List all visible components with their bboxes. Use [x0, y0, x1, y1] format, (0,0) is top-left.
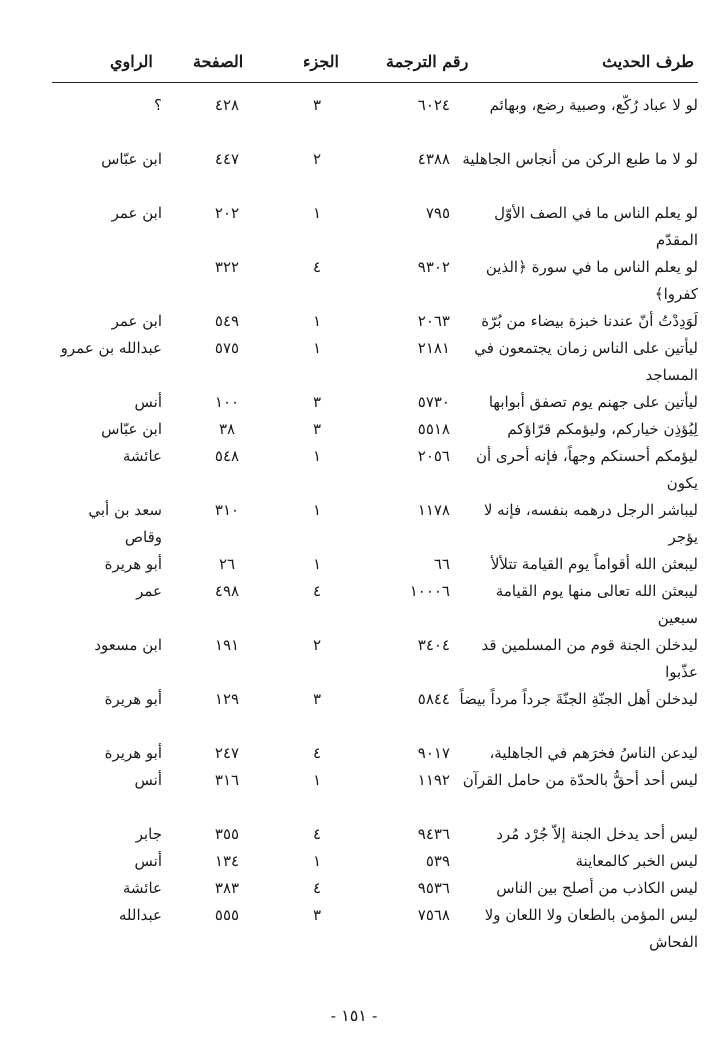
- hadith-text: ليس الكاذب من أصلح بين الناس: [496, 879, 698, 897]
- tarjama-number: ٧٥٦٨: [417, 906, 450, 924]
- rawi-name: أنس: [134, 771, 162, 789]
- rawi-name: أبو هريرة: [104, 744, 162, 762]
- table-row: [52, 200, 698, 254]
- page-number-cell: ٣٥٥: [214, 825, 240, 843]
- hadith-text: لو يعلم الناس ما في الصف الأوّل المقدّم: [494, 204, 698, 249]
- table-row: [52, 632, 698, 686]
- juz-number: ٢: [312, 150, 322, 168]
- rawi-name: أنس: [134, 393, 162, 411]
- table-row: [52, 551, 698, 578]
- hadith-text: لو لا عباد رُكّع، وصبية رضع، وبهائم: [489, 96, 698, 114]
- juz-number: ٤: [312, 825, 322, 843]
- hadith-text: ليبعثن الله تعالى منها يوم القيامة سبعين: [495, 582, 698, 627]
- header-hadith: طرف الحديث: [602, 52, 694, 71]
- table-body: [52, 92, 698, 956]
- tarjama-number: ٢١٨١: [417, 339, 450, 357]
- juz-number: ١: [312, 555, 322, 573]
- juz-number: ٤: [312, 879, 322, 897]
- hadith-text: ليبعثن الله أقواماً يوم القيامة تتلألأ: [490, 555, 698, 573]
- page-number-cell: ٢٦: [218, 555, 236, 573]
- table-row: [52, 254, 698, 308]
- juz-number: ١: [312, 204, 322, 222]
- hadith-text: لَوَدِدْتُ أنّ عندنا خبزة بيضاء من بُرّة: [481, 312, 698, 330]
- hadith-text: لِيُؤذِن خياركم، وليؤمكم قرّاؤكم: [507, 420, 698, 438]
- page-number-cell: ٤٢٨: [214, 96, 240, 114]
- page-number-cell: ١٣٤: [214, 852, 240, 870]
- table-row: [52, 821, 698, 848]
- hadith-text: ليدعن الناسُ فخرَهم في الجاهلية،: [489, 744, 698, 762]
- rawi-name: ابن عمر: [111, 204, 162, 222]
- header-rawi: الراوي: [110, 52, 153, 71]
- table-row: [52, 389, 698, 416]
- tarjama-number: ١١٩٢: [417, 771, 450, 789]
- tarjama-number: ٩٠١٧: [417, 744, 450, 762]
- table-row: [52, 146, 698, 200]
- header-juz: الجزء: [303, 52, 339, 71]
- hadith-text: ليدخلن أهل الجنّةِ الجنّةَ جرداً مرداً بيضاً: [459, 690, 698, 708]
- rawi-name: أبو هريرة: [104, 555, 162, 573]
- page-number-cell: ٣١٦: [214, 771, 240, 789]
- page-number-cell: ٢٤٧: [214, 744, 240, 762]
- hadith-text: ليدخلن الجنة قوم من المسلمين قد عذّبوا: [481, 636, 698, 681]
- page-number-cell: ٣٨: [218, 420, 236, 438]
- hadith-text: ليس أحد أحقُّ بالحدّة من حامل القرآن: [462, 771, 698, 789]
- page-number-cell: ٣١٠: [214, 501, 240, 519]
- tarjama-number: ٥٣٩: [425, 852, 450, 870]
- rawi-name: ؟: [154, 96, 162, 114]
- hadith-text: ليس أحد يدخل الجنة إلاّ جُرْد مُرد: [496, 825, 698, 843]
- tarjama-number: ٥٧٣٠: [417, 393, 450, 411]
- hadith-text: ليأتين على جهنم يوم تصفق أبوابها: [488, 393, 698, 411]
- juz-number: ٣: [312, 96, 322, 114]
- hadith-text: ليس الخبر كالمعاينة: [575, 852, 698, 870]
- juz-number: ٤: [312, 582, 322, 600]
- rawi-name: أنس: [134, 852, 162, 870]
- rawi-name: سعد بن أبي وقاص: [88, 501, 162, 546]
- juz-number: ١: [312, 339, 322, 357]
- page-number-cell: ٤٩٨: [214, 582, 240, 600]
- table-row: [52, 416, 698, 443]
- juz-number: ١: [312, 312, 322, 330]
- table-row: [52, 308, 698, 335]
- table-row: [52, 686, 698, 740]
- rawi-name: ابن عبّاس: [101, 150, 162, 168]
- rawi-name: عائشة: [122, 879, 162, 897]
- page-number-cell: ٢٠٢: [214, 204, 240, 222]
- table-row: [52, 335, 698, 389]
- tarjama-number: ٦٠٢٤: [417, 96, 450, 114]
- juz-number: ١: [312, 447, 322, 465]
- table-row: [52, 578, 698, 632]
- page-number-cell: ٥٥٥: [214, 906, 240, 924]
- juz-number: ١: [312, 771, 322, 789]
- tarjama-number: ٥٥١٨: [417, 420, 450, 438]
- page-number-cell: ١٢٩: [214, 690, 240, 708]
- page-number-cell: ٥٤٩: [214, 312, 240, 330]
- page-number-cell: ٥٤٨: [214, 447, 240, 465]
- juz-number: ٤: [312, 744, 322, 762]
- tarjama-number: ٣٤٠٤: [417, 636, 450, 654]
- tarjama-number: ٩٣٠٢: [417, 258, 450, 276]
- page-number-cell: ٣٨٣: [214, 879, 240, 897]
- rawi-name: عمر: [136, 582, 162, 600]
- juz-number: ١: [312, 501, 322, 519]
- tarjama-number: ١٠٠٠٦: [409, 582, 450, 600]
- table-header: [52, 48, 698, 83]
- header-page: الصفحة: [193, 52, 244, 71]
- hadith-text: ليأتين على الناس زمان يجتمعون في المساجد: [474, 339, 698, 384]
- rawi-name: عبدالله بن عمرو: [60, 339, 162, 357]
- table-row: [52, 92, 698, 146]
- page-number-cell: ٥٧٥: [214, 339, 240, 357]
- rawi-name: جابر: [135, 825, 162, 843]
- rawi-name: عائشة: [122, 447, 162, 465]
- juz-number: ٢: [312, 636, 322, 654]
- tarjama-number: ٥٨٤٤: [417, 690, 450, 708]
- tarjama-number: ٢٠٦٣: [417, 312, 450, 330]
- rawi-name: ابن عمر: [111, 312, 162, 330]
- juz-number: ١: [312, 852, 322, 870]
- page-number-cell: ٤٤٧: [214, 150, 240, 168]
- juz-number: ٣: [312, 690, 322, 708]
- hadith-text: لو يعلم الناس ما في سورة ﴿الذين كفروا﴾: [485, 258, 698, 303]
- tarjama-number: ٩٥٣٦: [417, 879, 450, 897]
- hadith-text: ليس المؤمن بالطعان ولا اللعان ولا الفحاش: [484, 906, 698, 951]
- tarjama-number: ٤٣٨٨: [417, 150, 450, 168]
- tarjama-number: ٢٠٥٦: [417, 447, 450, 465]
- rawi-name: عبدالله: [118, 906, 162, 924]
- page-number-cell: ١٠٠: [214, 393, 240, 411]
- rawi-name: ابن مسعود: [94, 636, 162, 654]
- juz-number: ٣: [312, 420, 322, 438]
- header-tarjama: رقم الترجمة: [386, 52, 469, 71]
- table-row: [52, 875, 698, 902]
- table-row: [52, 767, 698, 821]
- tarjama-number: ٦٦: [433, 555, 450, 573]
- hadith-text: ليؤمكم أحسنكم وجهاً، فإنه أحرى أن يكون: [475, 447, 698, 492]
- juz-number: ٣: [312, 906, 322, 924]
- table-row: [52, 848, 698, 875]
- juz-number: ٣: [312, 393, 322, 411]
- page-number-cell: ٣٢٢: [214, 258, 240, 276]
- tarjama-number: ١١٧٨: [417, 501, 450, 519]
- page-number-cell: ١٩١: [214, 636, 240, 654]
- rawi-name: ابن عبّاس: [101, 420, 162, 438]
- hadith-text: ليباشر الرجل درهمه بنفسه، فإنه لا يؤجر: [483, 501, 698, 546]
- page-number: - ١٥١ -: [330, 1006, 378, 1025]
- rawi-name: أبو هريرة: [104, 690, 162, 708]
- table-row: [52, 443, 698, 497]
- table-row: [52, 497, 698, 551]
- juz-number: ٤: [312, 258, 322, 276]
- hadith-text: لو لا ما طبع الركن من أنجاس الجاهلية: [462, 150, 698, 168]
- table-row: [52, 740, 698, 767]
- table-row: [52, 902, 698, 956]
- tarjama-number: ٧٩٥: [425, 204, 450, 222]
- tarjama-number: ٩٤٣٦: [417, 825, 450, 843]
